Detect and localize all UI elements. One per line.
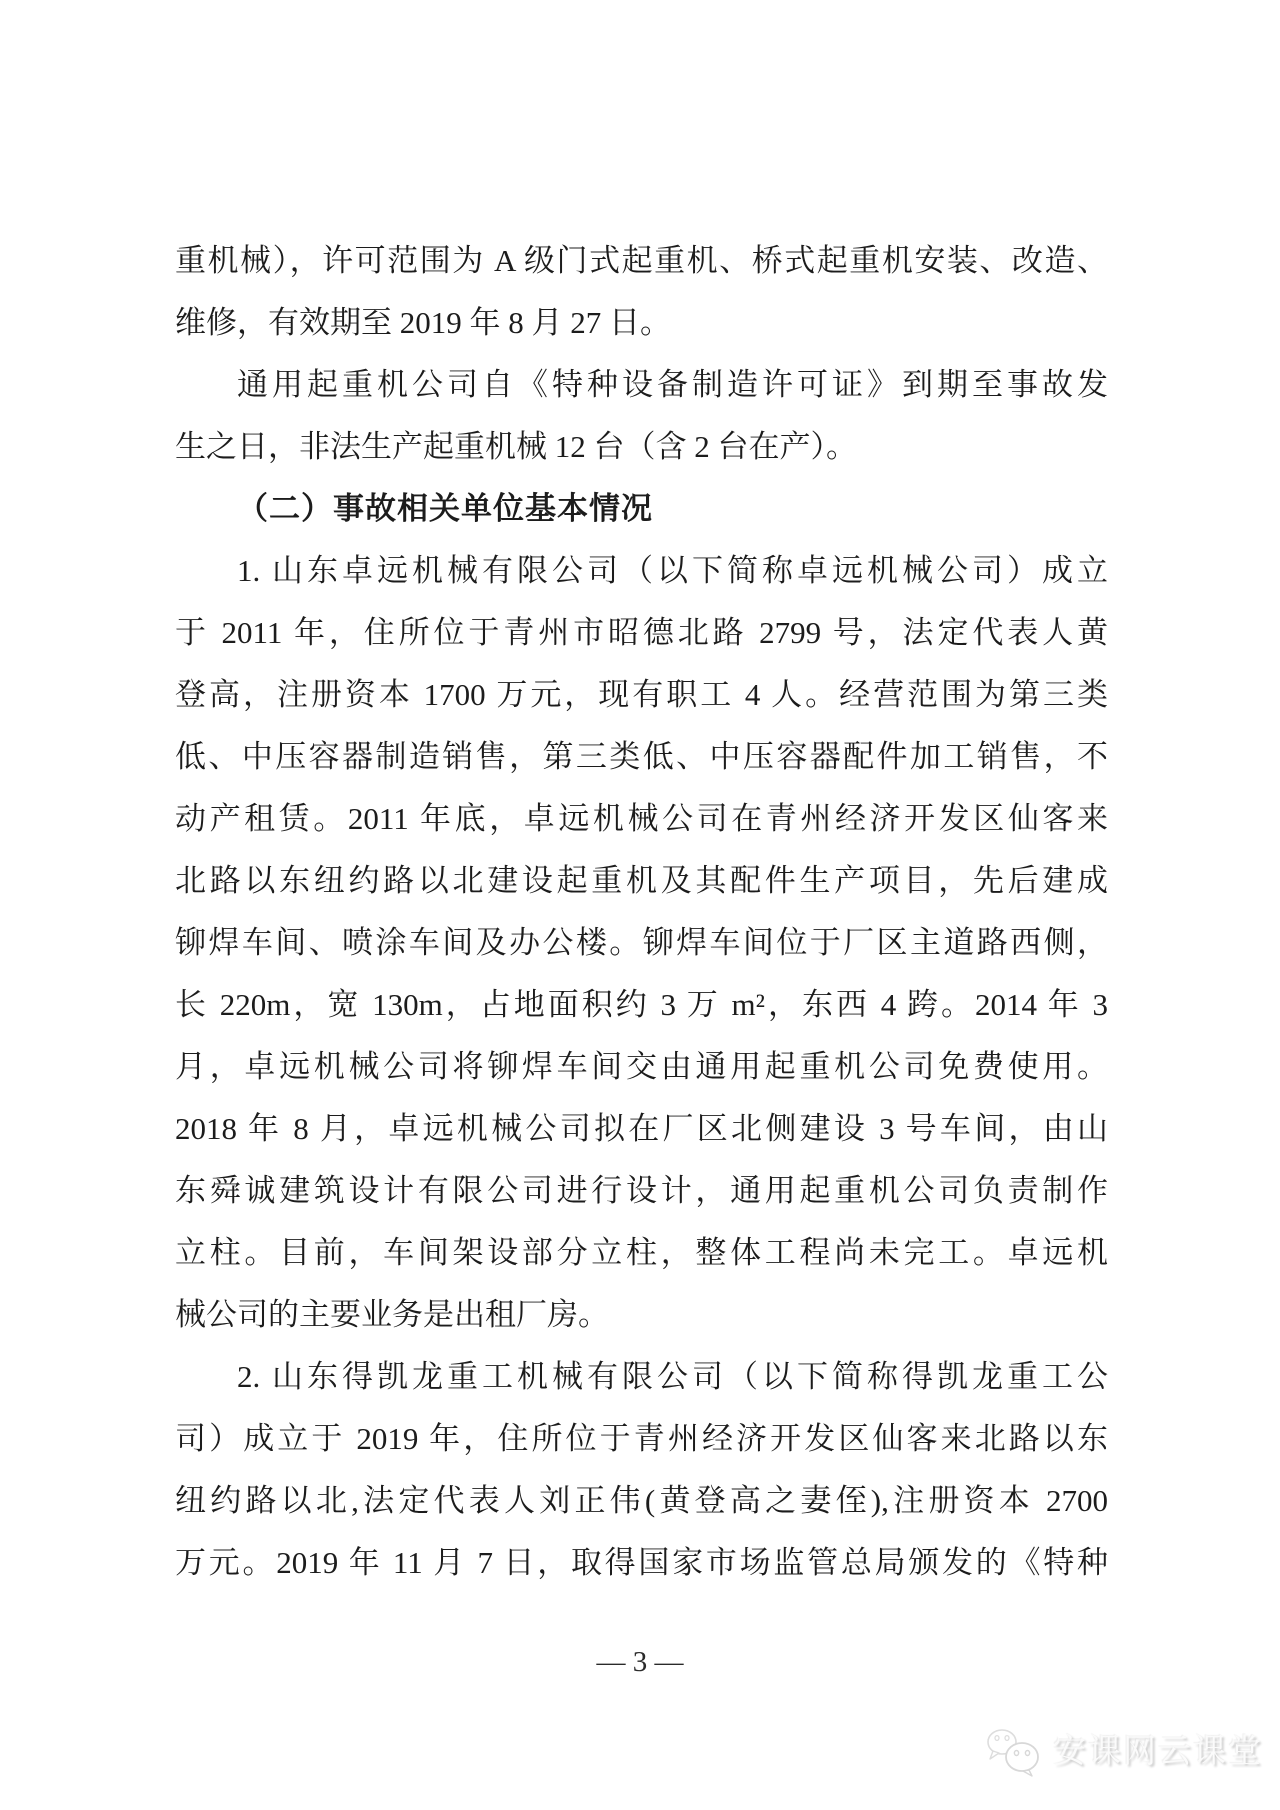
text-line: 重机械），许可范围为 A 级门式起重机、桥式起重机安装、改造、 (175, 243, 1108, 278)
text-line: 械公司的主要业务是出租厂房。 (175, 1297, 609, 1332)
text-line: 登高，注册资本 1700 万元，现有职工 4 人。经营范围为第三类 (175, 677, 1108, 712)
text-line: 北路以东纽约路以北建设起重机及其配件生产项目，先后建成 (175, 863, 1108, 898)
watermark (983, 1726, 1263, 1778)
text-line: 通用起重机公司自《特种设备制造许可证》到期至事故发 (237, 367, 1108, 402)
text-line: 动产租赁。2011 年底，卓远机械公司在青州经济开发区仙客来 (175, 801, 1108, 836)
watermark-label: 安课网云课堂 (1053, 1734, 1263, 1770)
text-line: 纽约路以北,法定代表人刘正伟(黄登高之妻侄),注册资本 2700 (175, 1483, 1108, 1518)
text-line: 2018 年 8 月，卓远机械公司拟在厂区北侧建设 3 号车间，由山 (175, 1111, 1108, 1146)
text-line: 司）成立于 2019 年，住所位于青州经济开发区仙客来北路以东 (175, 1421, 1108, 1456)
text-line: 月，卓远机械公司将铆焊车间交由通用起重机公司免费使用。 (175, 1049, 1108, 1084)
text-line: 立柱。目前，车间架设部分立柱，整体工程尚未完工。卓远机 (175, 1235, 1108, 1270)
text-line: 长 220m，宽 130m，占地面积约 3 万 m²，东西 4 跨。2014 年 3 (175, 987, 1108, 1022)
wechat-icon (983, 1726, 1045, 1778)
text-line: 低、中压容器制造销售，第三类低、中压容器配件加工销售，不 (175, 739, 1108, 774)
text-line: 万元。2019 年 11 月 7 日，取得国家市场监管总局颁发的《特种 (175, 1545, 1108, 1580)
text-line: 生之日，非法生产起重机械 12 台（含 2 台在产）。 (175, 429, 857, 464)
text-line: 东舜诚建筑设计有限公司进行设计，通用起重机公司负责制作 (175, 1173, 1108, 1208)
text-block (175, 230, 1108, 1594)
text-line: 2. 山东得凯龙重工机械有限公司（以下简称得凯龙重工公 (237, 1359, 1108, 1394)
text-line: 1. 山东卓远机械有限公司（以下简称卓远机械公司）成立 (237, 553, 1108, 588)
page-number: — 3 — (596, 1646, 684, 1678)
text-line: 铆焊车间、喷涂车间及办公楼。铆焊车间位于厂区主道路西侧， (175, 925, 1108, 960)
text-line: 维修，有效期至 2019 年 8 月 27 日。 (175, 305, 671, 340)
section-heading: （二）事故相关单位基本情况 (237, 491, 653, 526)
text-line: 于 2011 年，住所位于青州市昭德北路 2799 号，法定代表人黄 (175, 615, 1108, 650)
